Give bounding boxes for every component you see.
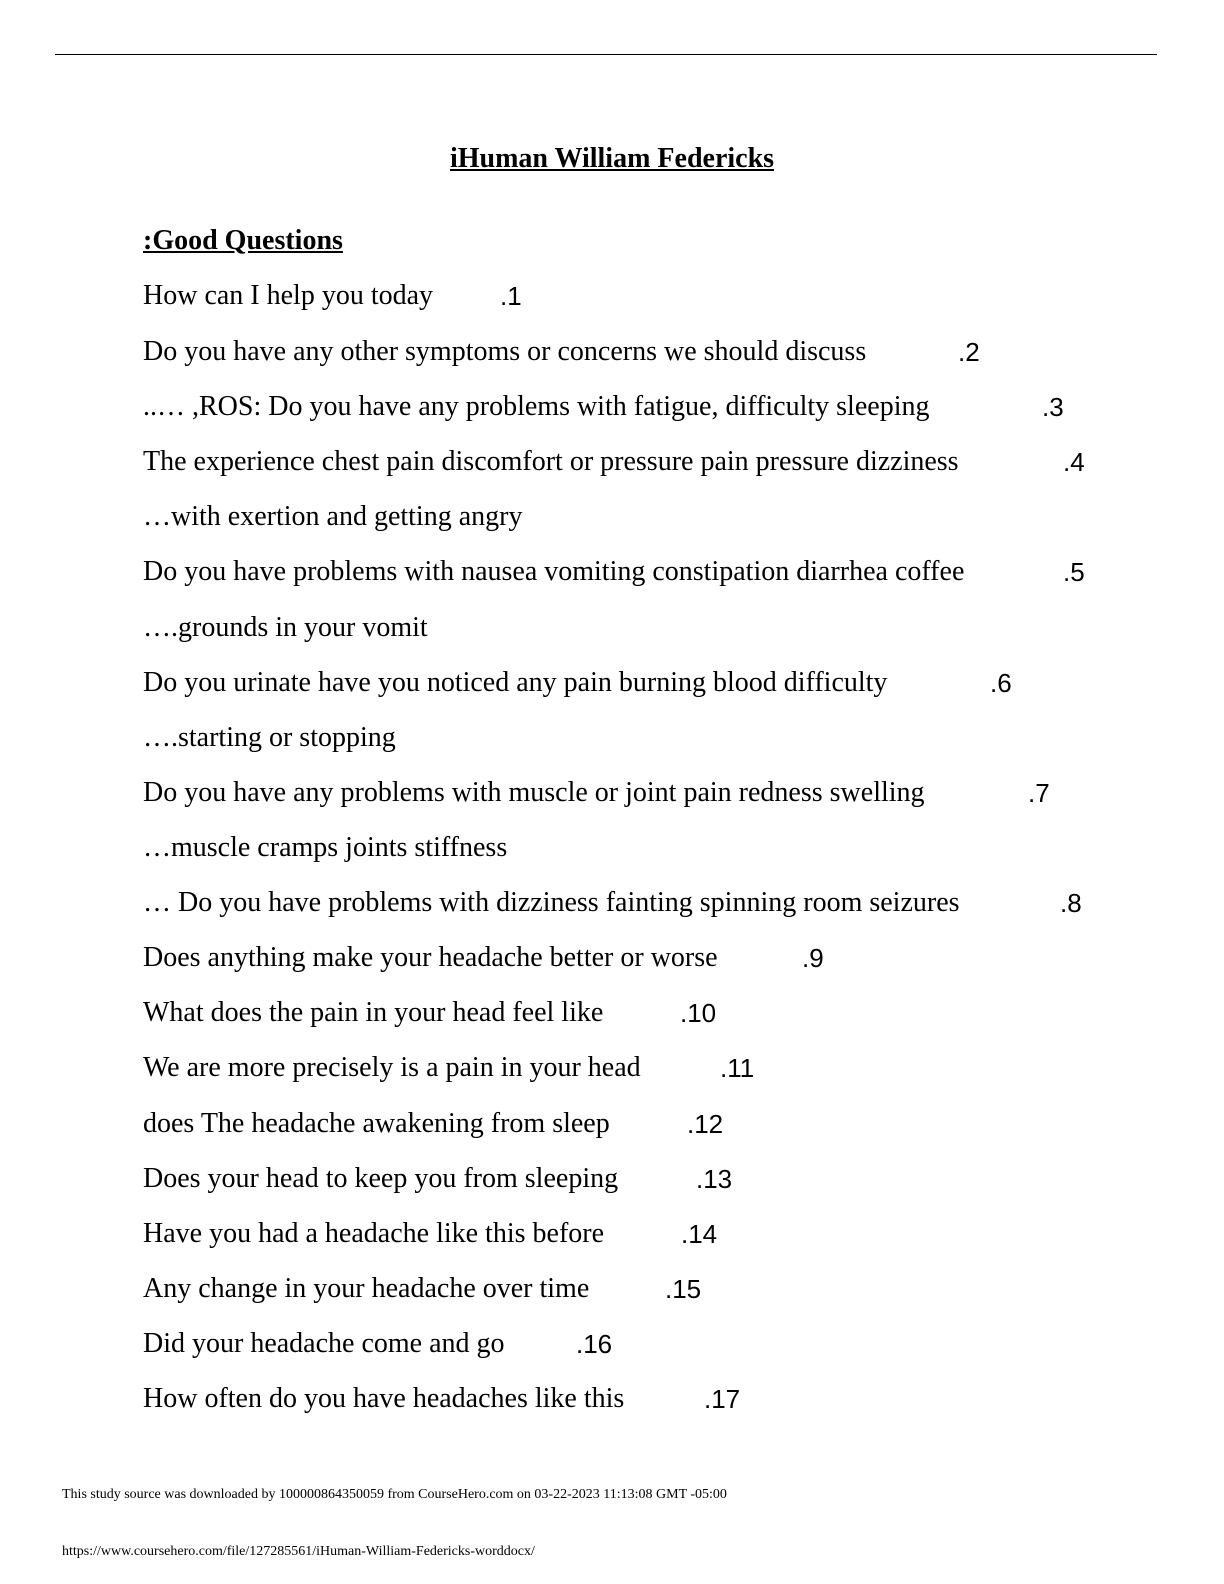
question-text: ..… ,ROS: Do you have any problems with fatigue, difficulty sleeping — [143, 391, 930, 422]
question-number: .17 — [704, 1384, 741, 1414]
question-text: How can I help you today — [143, 280, 434, 311]
question-text: Any change in your headache over time — [143, 1273, 590, 1304]
download-note: This study source was downloaded by 100000864350059 from CourseHero.com on 03-22-2023 11:13:08 GMT -05:00 — [62, 1487, 727, 1502]
question-number: .16 — [576, 1329, 613, 1359]
question-text: ….grounds in your vomit — [143, 612, 428, 643]
question-text: …with exertion and getting angry — [143, 501, 523, 532]
question-number: .14 — [681, 1219, 718, 1249]
question-text: Did your headache come and go — [143, 1328, 505, 1359]
question-text: The experience chest pain discomfort or pressure pain pressure dizziness — [143, 446, 959, 477]
question-text: …muscle cramps joints stiffness — [143, 832, 508, 863]
question-number: .11 — [720, 1053, 755, 1083]
question-number: .13 — [696, 1164, 733, 1194]
question-text: ….starting or stopping — [143, 722, 396, 753]
question-number: .4 — [1063, 447, 1085, 477]
question-number: .9 — [802, 943, 824, 973]
question-number: .2 — [958, 337, 980, 367]
question-text: We are more precisely is a pain in your head — [143, 1052, 641, 1083]
question-text: Do you have any other symptoms or concerns we should discuss — [143, 336, 867, 367]
question-number: .3 — [1042, 392, 1064, 422]
question-text: … Do you have problems with dizziness fainting spinning room seizures — [143, 887, 960, 918]
question-text: Do you urinate have you noticed any pain burning blood difficulty — [143, 667, 888, 698]
question-text: Do you have any problems with muscle or joint pain redness swelling — [143, 777, 925, 808]
question-text: Have you had a headache like this before — [143, 1218, 605, 1249]
header-rule — [55, 54, 1157, 55]
question-text: What does the pain in your head feel like — [143, 997, 604, 1028]
question-number: .5 — [1063, 557, 1085, 587]
section-heading: :Good Questions — [143, 225, 343, 256]
question-number: .1 — [500, 281, 522, 311]
question-text: Does anything make your headache better or worse — [143, 942, 718, 973]
question-text: does The headache awakening from sleep — [143, 1108, 610, 1139]
source-url[interactable]: https://www.coursehero.com/file/127285561/iHuman-William-Federicks-worddocx/ — [62, 1544, 535, 1559]
question-number: .8 — [1060, 888, 1082, 918]
document-title: iHuman William Federicks — [449, 143, 775, 174]
question-number: .10 — [680, 998, 717, 1028]
question-text: How often do you have headaches like this — [143, 1383, 625, 1414]
question-number: .12 — [687, 1109, 724, 1139]
question-text: Do you have problems with nausea vomiting constipation diarrhea coffee — [143, 556, 965, 587]
question-number: .15 — [665, 1274, 702, 1304]
question-number: .6 — [990, 668, 1012, 698]
question-text: Does your head to keep you from sleeping — [143, 1163, 619, 1194]
question-number: .7 — [1028, 778, 1050, 808]
